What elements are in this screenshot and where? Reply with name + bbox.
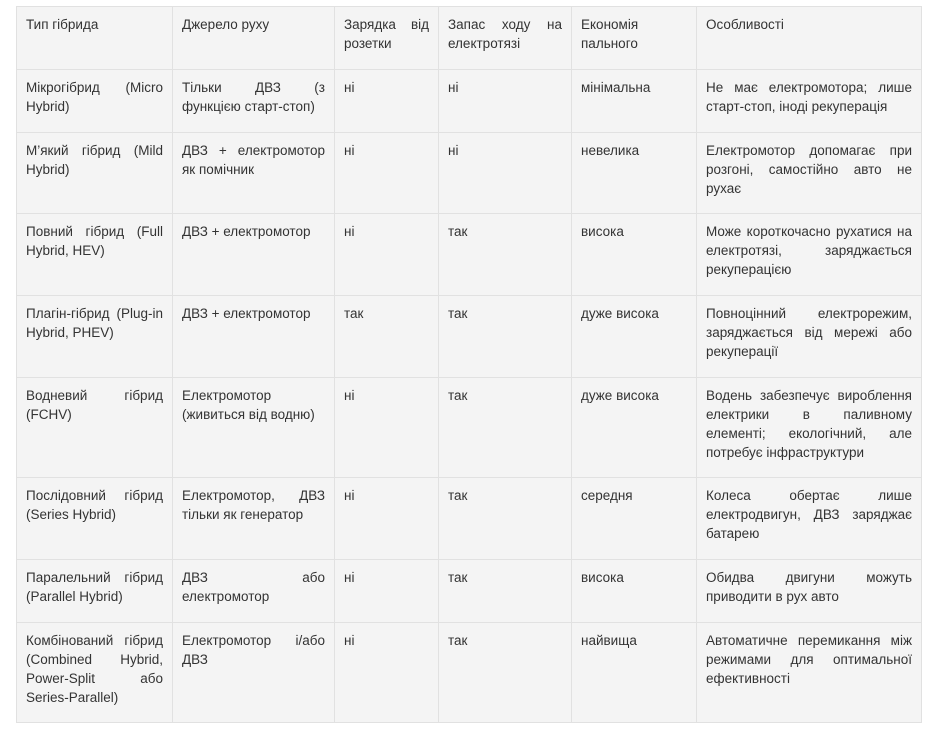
header-fuel-economy: Економія пального	[572, 7, 697, 70]
cell-fuel-economy: дуже висока	[572, 296, 697, 378]
cell-fuel-economy: висока	[572, 560, 697, 623]
table-row	[17, 70, 922, 133]
cell-electric-range: так	[439, 296, 572, 378]
cell-electric-range: так	[439, 623, 572, 723]
cell-plug-charging: ні	[335, 623, 439, 723]
cell-electric-range: ні	[439, 133, 572, 214]
header-plug-charging: Зарядка від розетки	[335, 7, 439, 70]
cell-drive-source: Тільки ДВЗ (з функцією старт-стоп)	[173, 70, 335, 133]
cell-features: Колеса обертає лише електродвигун, ДВЗ заряджає батарею	[697, 478, 922, 560]
cell-plug-charging: ні	[335, 560, 439, 623]
cell-features: Повноцінний електрорежим, заряджається від мережі або рекуперації	[697, 296, 922, 378]
cell-features: Може короткочасно рухатися на електротязі, заряджається рекуперацією	[697, 214, 922, 296]
cell-hybrid-type: Послідовний гібрид (Series Hybrid)	[17, 478, 173, 560]
cell-hybrid-type: Плагін-гібрид (Plug-in Hybrid, PHEV)	[17, 296, 173, 378]
table-row	[17, 478, 922, 560]
cell-hybrid-type: Комбінований гібрид (Combined Hybrid, Power-Split або Series-Parallel)	[17, 623, 173, 723]
cell-features: Автоматичне перемикання між режимами для оптимальної ефективності	[697, 623, 922, 723]
header-features: Особливості	[697, 7, 922, 70]
cell-features: Не має електромотора; лише старт-стоп, іноді рекуперація	[697, 70, 922, 133]
cell-drive-source: Електромотор (живиться від водню)	[173, 378, 335, 478]
cell-plug-charging: ні	[335, 133, 439, 214]
cell-plug-charging: ні	[335, 70, 439, 133]
cell-features: Водень забезпечує вироблення електрики в паливному елементі; екологічний, але потребує інфраструктури	[697, 378, 922, 478]
cell-drive-source: ДВЗ або електромотор	[173, 560, 335, 623]
table-row	[17, 214, 922, 296]
table-row	[17, 378, 922, 478]
cell-features: Електромотор допомагає при розгоні, самостійно авто не рухає	[697, 133, 922, 214]
cell-electric-range: так	[439, 214, 572, 296]
cell-plug-charging: ні	[335, 214, 439, 296]
table-row	[17, 296, 922, 378]
cell-drive-source: ДВЗ + електромотор як помічник	[173, 133, 335, 214]
cell-fuel-economy: дуже висока	[572, 378, 697, 478]
table-row	[17, 560, 922, 623]
header-hybrid-type: Тип гібрида	[17, 7, 173, 70]
cell-fuel-economy: мінімальна	[572, 70, 697, 133]
cell-fuel-economy: невелика	[572, 133, 697, 214]
table-row	[17, 623, 922, 723]
cell-drive-source: ДВЗ + електромотор	[173, 296, 335, 378]
cell-fuel-economy: висока	[572, 214, 697, 296]
table-row	[17, 133, 922, 214]
cell-hybrid-type: Паралельний гібрид (Parallel Hybrid)	[17, 560, 173, 623]
header-drive-source: Джерело руху	[173, 7, 335, 70]
cell-features: Обидва двигуни можуть приводити в рух авто	[697, 560, 922, 623]
cell-electric-range: так	[439, 560, 572, 623]
cell-plug-charging: ні	[335, 478, 439, 560]
cell-hybrid-type: Водневий гібрид (FCHV)	[17, 378, 173, 478]
hybrid-types-table	[16, 6, 922, 723]
cell-drive-source: Електромотор і/або ДВЗ	[173, 623, 335, 723]
cell-electric-range: ні	[439, 70, 572, 133]
cell-drive-source: ДВЗ + електромотор	[173, 214, 335, 296]
cell-electric-range: так	[439, 378, 572, 478]
content-area	[16, 6, 922, 723]
cell-plug-charging: ні	[335, 378, 439, 478]
cell-hybrid-type: Повний гібрид (Full Hybrid, HEV)	[17, 214, 173, 296]
cell-hybrid-type: Мікрогібрид (Micro Hybrid)	[17, 70, 173, 133]
cell-drive-source: Електромотор, ДВЗ тільки як генератор	[173, 478, 335, 560]
cell-hybrid-type: М’який гібрид (Mild Hybrid)	[17, 133, 173, 214]
cell-fuel-economy: середня	[572, 478, 697, 560]
cell-plug-charging: так	[335, 296, 439, 378]
cell-electric-range: так	[439, 478, 572, 560]
cell-fuel-economy: найвища	[572, 623, 697, 723]
table-header-row	[17, 7, 922, 70]
header-electric-range: Запас ходу на електротязі	[439, 7, 572, 70]
